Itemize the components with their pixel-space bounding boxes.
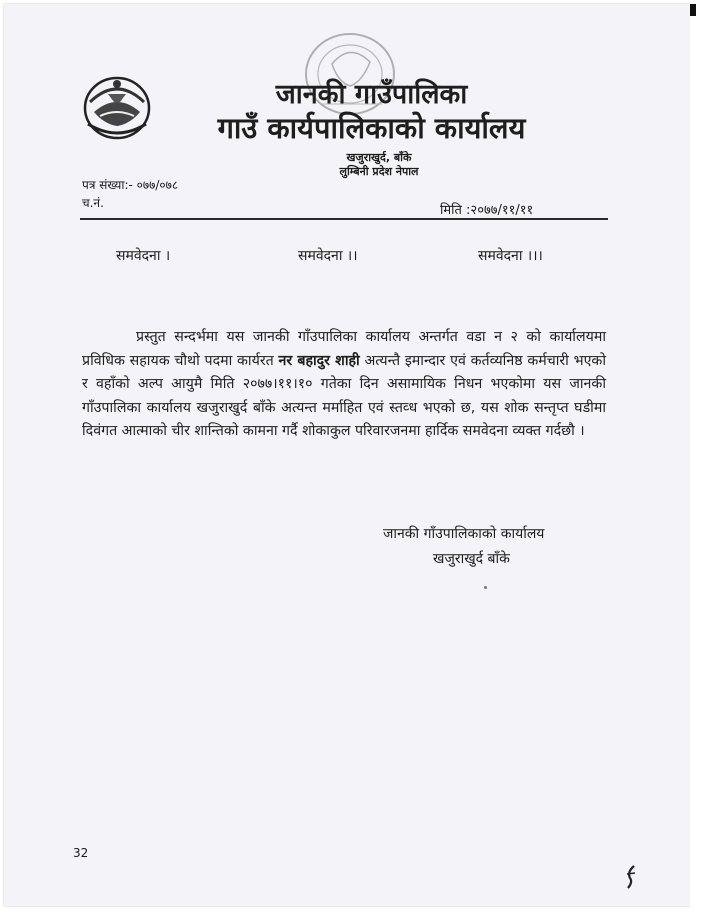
signature-location: खजुराखुर्द बाँके xyxy=(433,551,510,567)
address-line-1: खजुराखुर्द, बाँके xyxy=(346,151,412,164)
office-name: गाउँ कार्यपालिकाको कार्यालय xyxy=(217,111,526,145)
letter-number: पत्र संख्या:- ०७७/०७८ xyxy=(82,178,179,192)
dispatch-number: च.नं. xyxy=(82,196,104,210)
paragraph-rest: अत्यन्तै इमान्दार एवं कर्तव्यनिष्ठ कर्मचारी भएको र वहाँको अल्प आयुमै मिति २०७७।११।१० गतेका दिन असामायिक निधन भएकोमा यस जानकी गाँउपालिका कार्यालय खजुराखुर्द बाँके अत्यन्त मर्माहित एवं स्तव्ध भएको छ, यस शोक सन्तृप्त घडीमा दिवंगत आत्माको चीर शान्तिको कामना गर्दै शोकाकुल परिवारजनमा हार्दिक समवेदना व्यक्त गर्दछौ । xyxy=(82,352,606,439)
deceased-name: नर बहादुर शाही xyxy=(278,352,360,369)
address-line-2: लुम्बिनी प्रदेश नेपाल xyxy=(339,165,419,178)
scan-speck xyxy=(484,586,487,589)
header-divider xyxy=(80,218,608,220)
condolence-heading-3: समवेदना ।।। xyxy=(478,248,543,264)
ink-mark-icon xyxy=(624,864,638,890)
municipality-name: जानकी गाउँपालिका xyxy=(275,79,468,110)
condolence-heading-1: समवेदना । xyxy=(116,248,171,264)
condolence-paragraph xyxy=(82,326,606,444)
scan-edge-mark xyxy=(690,4,696,16)
condolence-heading-2: समवेदना ।। xyxy=(298,248,358,264)
letter-date: मिति :२०७७/११/११ xyxy=(440,203,534,218)
signature-office: जानकी गाँउपालिकाको कार्यालय xyxy=(383,526,545,542)
page-number: 32 xyxy=(73,846,89,860)
paragraph-intro: प्रस्तुत सन्दर्भमा यस जानकी गाँउपालिका कार्यालय अन्तर्गत वडा न २ को कार्यालयमा प्रविधिक सहायक चौथो पदमा कार्यरत xyxy=(82,329,606,369)
